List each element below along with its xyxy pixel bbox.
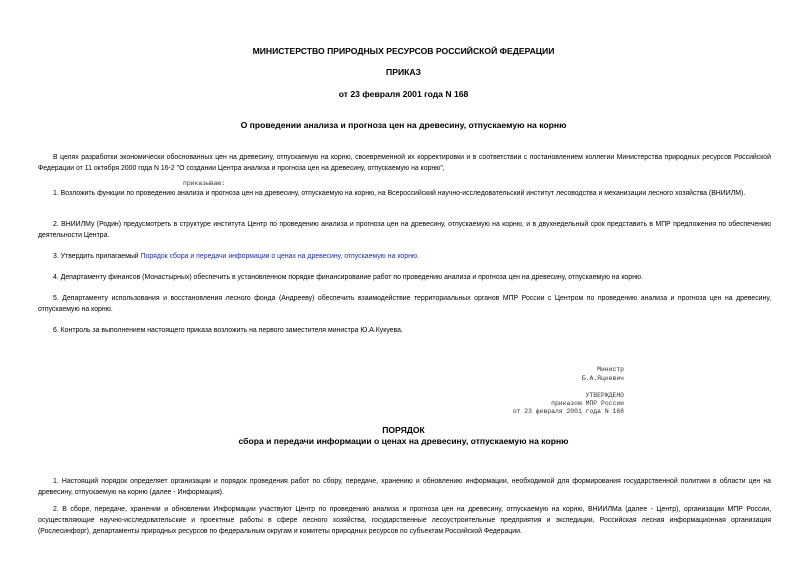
signature-name: Б.А.Яцкевич	[581, 375, 624, 382]
signature-title: Министр	[597, 366, 624, 373]
ministry-heading: МИНИСТЕРСТВО ПРИРОДНЫХ РЕСУРСОВ РОССИЙСКОЙ ФЕДЕРАЦИИ	[252, 46, 555, 56]
approval-line-2: приказом МПР России	[551, 400, 624, 407]
procedure-title: ПОРЯДОК	[382, 425, 425, 435]
order-word: приказываю:	[183, 180, 226, 187]
procedure-link[interactable]: Порядок сбора и передачи информации о ценах на древесину, отпускаемую на корню	[140, 253, 418, 260]
order-date-heading: от 23 февраля 2001 года N 168	[338, 89, 469, 99]
procedure-subtitle: сбора и передачи информации о ценах на древесину, отпускаемую на корню	[238, 436, 569, 446]
order-item-3-suffix: .	[417, 253, 419, 260]
procedure-item-2: 2. В сборе, передаче, хранении и обновлении Информации участвуют Центр по проведению анализа и прогноза цен на древесину, отпускаемую на корню, ВНИИЛМа (далее - Центр), организации МПР России, осуществляющие научно-исследовательские и проектные работы в сфере лесного хозяйства, государственные лесоустроительные предприятия и экспедиции, Российская лесная информационная организация (Рослесинфорг), департаменты природных ресурсов по федеральным округам и комитеты природных ресурсов по субъектам Российской Федерации.	[38, 506, 771, 535]
order-item-3	[38, 251, 771, 262]
order-item-3-prefix: 3. Утвердить прилагаемый	[53, 253, 141, 260]
procedure-item-1: 1. Настоящий порядок определяет организации и порядок проведения работ по сбору, передаче, хранению и обновлению информации, необходимой для формирования государственной политики в области цен на древесину, отпускаемую на корню (далее - Информация).	[38, 478, 771, 496]
order-type-heading: ПРИКАЗ	[386, 67, 421, 77]
approval-line-3: от 23 февраля 2001 года N 168	[512, 408, 624, 415]
order-item-1: 1. Возложить функции по проведению анализа и прогноза цен на древесину, отпускаемую на корню, на Всероссийский научно-исследовательский институт лесоводства и механизации лесного хозяйства (ВНИИЛМ).	[53, 190, 746, 197]
order-item-4: 4. Департаменту финансов (Монастырных) обеспечить в установленном порядке финансирование работ по проведению анализа и прогноза цен на древесину, отпускаемую на корню.	[53, 274, 643, 281]
order-item-6: 6. Контроль за выполнением настоящего приказа возложить на первого заместителя министра Ю.А.Кукуева.	[53, 327, 403, 334]
order-item-5: 5. Департаменту использования и восстановления лесного фонда (Андрееву) обеспечить взаимодействие территориальных органов МПР России с Центром по проведению анализа и прогноза цен на древесину, отпускаемую на корню.	[38, 295, 771, 313]
order-subject-heading: О проведении анализа и прогноза цен на древесину, отпускаемую на корню	[240, 120, 567, 130]
preamble-paragraph: В целях разработки экономически обоснованных цен на древесину, отпускаемую на корню, своевременной их корректировки и в соответствии с постановлением коллегии Министерства природных ресурсов Российской Федерации от 11 октября 2000 года N 16-2 "О создании Центра анализа и прогноза цен на древесину, отпускаемую на корню",	[38, 154, 771, 172]
order-item-2: 2. ВНИИЛМу (Родин) предусмотреть в структуре института Центр по проведению анализа и прогноза цен на древесину, отпускаемую на корню, и в двухнедельный срок представить в МПР предложения по обеспечению деятельности Центра.	[38, 221, 771, 239]
approval-line-1: УТВЕРЖДЕНО	[585, 392, 624, 399]
